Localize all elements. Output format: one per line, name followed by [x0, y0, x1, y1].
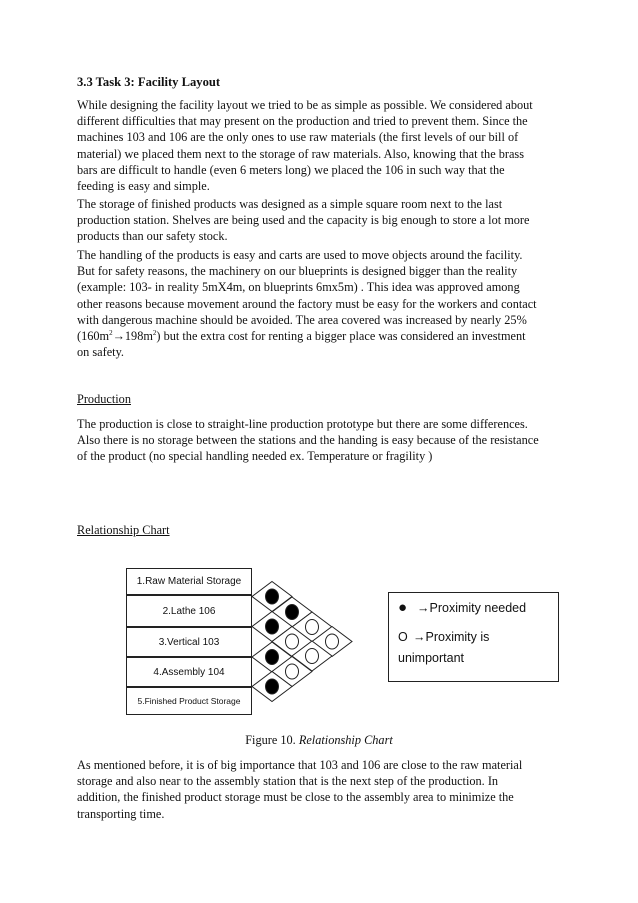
department-vertical-103: 3.Vertical 103: [126, 627, 252, 657]
legend-unimportant-label-cont: unimportant: [398, 651, 465, 665]
text-line: machines 103 and 106 are the only ones to use raw materials (the first levels of our bill of: [77, 130, 519, 145]
text-line: transporting time.: [77, 806, 165, 821]
text-line: of the product (no special handling needed ex. Temperature or fragility ): [77, 449, 433, 464]
proximity-needed-icon-1-2: [266, 589, 279, 604]
text-line: The storage of finished products was designed as a simple square room next to the last: [77, 197, 503, 211]
text-line: The handling of the products is easy and carts are used to move objects around the facility.: [77, 248, 523, 262]
text-line: Also there is no storage between the stations and the handing is easy because of the resistance: [77, 433, 539, 448]
formula-mid: 198m: [124, 329, 153, 344]
proximity-unimportant-icon-2-5: [306, 649, 319, 664]
proximity-unimportant-icon-1-4: [306, 620, 319, 635]
text-line: production station. Shelves are being used and the capacity is big enough to store a lot more: [77, 213, 530, 228]
proximity-unimportant-icon-1-5: [326, 634, 339, 649]
text-line: with dangerous machine should be avoided. The area covered was increased by nearly 25%: [77, 312, 527, 327]
department-raw-material-storage: 1.Raw Material Storage: [126, 568, 252, 595]
production-title: Production: [77, 392, 131, 406]
section-heading: 3.3 Task 3: Facility Layout: [77, 75, 221, 89]
filled-circle-icon: ●: [398, 599, 408, 616]
figure-caption: [0, 733, 638, 748]
text-line: (example: 103- in reality 5mX4m, on blueprints 6mx5m) . This idea was approved among: [77, 280, 520, 295]
paragraph-conclusion: [77, 757, 567, 822]
text-line: addition, the finished product storage must be close to the assembly area to minimize the: [77, 790, 514, 805]
proximity-needed-icon-2-3: [266, 619, 279, 634]
formula-sup: 2: [109, 328, 113, 337]
proximity-needed-icon-3-4: [266, 650, 279, 665]
text-line: The production is close to straight-line production prototype but there are some differences.: [77, 417, 528, 431]
text-line: But for safety reasons, the machinery on our blueprints is designed bigger than the reality: [77, 264, 518, 279]
open-circle-icon: O: [398, 630, 408, 644]
text-line: different difficulties that may present on the production and tried to prevent them. Since the: [77, 114, 528, 129]
text-line: storage and also near to the assembly station that is the next step of the production. In: [77, 774, 499, 789]
caption-title: Relationship Chart: [298, 733, 393, 747]
relationship-chart-title: Relationship Chart: [77, 523, 170, 537]
formula-open: (160m: [77, 329, 110, 344]
department-assembly-104: 4.Assembly 104: [126, 657, 252, 687]
text-line: other reasons because movement around the factory must be easy for the workers and contact: [77, 296, 537, 311]
proximity-needed-icon-4-5: [266, 679, 279, 694]
formula-rest: ) but the extra cost for renting a bigger place was considered an investment: [156, 329, 526, 344]
proximity-needed-icon-1-3: [286, 605, 299, 620]
text-line: bars are difficult to handle (even 6 meters long) we placed the 106 in such way that the: [77, 162, 505, 177]
formula-sup: 2: [152, 328, 157, 337]
legend-unimportant-label: →Proximity is: [413, 630, 490, 644]
text-line: products than our safety stock.: [77, 229, 228, 244]
caption-prefix: Figure 10.: [245, 733, 299, 747]
legend-needed-label: →Proximity needed: [417, 601, 527, 615]
relationship-diamonds: [252, 582, 352, 702]
department-lathe-106: 2.Lathe 106: [126, 595, 252, 627]
department-finished-product-storage: 5.Finished Product Storage: [126, 687, 252, 715]
proximity-unimportant-icon-2-4: [286, 634, 299, 649]
text-line: feeding is easy and simple.: [77, 179, 210, 194]
proximity-unimportant-icon-3-5: [286, 664, 299, 679]
text-line: While designing the facility layout we tried to be as simple as possible. We considered about: [77, 98, 533, 112]
chart-legend: [388, 592, 559, 682]
text-line: material) we placed them next to the storage of raw materials. Also, knowing that the brass: [77, 146, 524, 161]
arrow-icon: →: [112, 329, 125, 344]
text-line: on safety.: [77, 345, 125, 360]
text-line: As mentioned before, it is of big importance that 103 and 106 are close to the raw material: [77, 758, 523, 772]
